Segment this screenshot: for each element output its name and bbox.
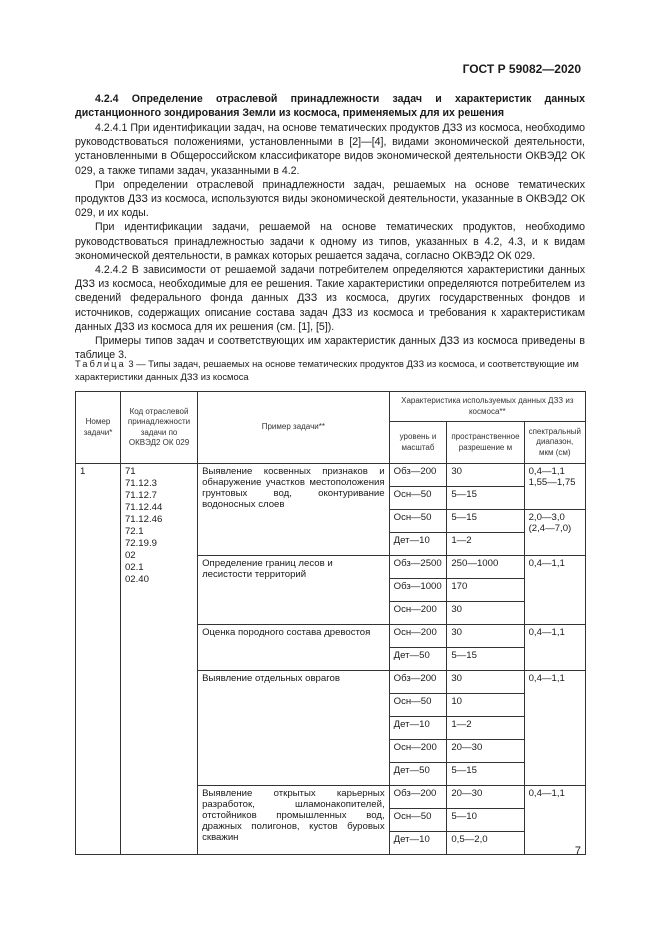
section-title: 4.2.4 Определение отраслевой принадлежности задач и характеристик данных дистанционного зондирования Земли из космоса, применяемых для их решения: [75, 93, 585, 119]
table-caption-label: Таблица: [75, 358, 126, 369]
level-cell: Дет—10: [389, 832, 447, 855]
task-example-cell: Определение границ лесов и лесистости территорий: [198, 556, 390, 625]
level-cell: Обз—200: [389, 464, 447, 487]
resolution-cell: 30: [447, 602, 524, 625]
level-cell: Осн—50: [389, 487, 447, 510]
paragraph: При идентификации задачи, решаемой на основе тематических продуктов, необходимо руководствоваться принадлежностью задачи к одному из типов, указанных в 4.2, 4.3, и к видам экономической деятельности, в рамках которых решается задача, согласно ОКВЭД2 ОК 029.: [75, 221, 585, 262]
level-cell: Осн—200: [389, 625, 447, 648]
spectral-cell: 0,4—1,1: [524, 625, 585, 671]
code-list-cell: [120, 464, 197, 855]
resolution-cell: 5—15: [447, 648, 524, 671]
spectral-cell: 0,4—1,1: [524, 671, 585, 786]
code-item: 02.1: [124, 562, 144, 573]
spectral-cell: 0,4—1,1: [524, 556, 585, 625]
header-characteristics: Характеристика используемых данных ДЗЗ из космоса**: [389, 392, 585, 422]
table-caption-text: 3 — Типы задач, решаемых на основе тематических продуктов ДЗЗ из космоса, и соответствующие им характеристики данных ДЗЗ из космоса: [75, 358, 579, 382]
section-body: [75, 121, 585, 362]
paragraph: 4.2.4.1 При идентификации задач, на основе тематических продуктов ДЗЗ из космоса, необходимо руководствоваться положениями, установленными в [2]—[4], видами экономической деятельности, установленными в Общероссийском классификаторе видов экономической деятельности ОКВЭД2 ОК 029, а также типами задач, указанными в 4.2.: [75, 122, 585, 177]
level-cell: Обз—2500: [389, 556, 447, 579]
level-cell: Дет—10: [389, 533, 447, 556]
level-cell: Дет—10: [389, 717, 447, 740]
level-cell: Осн—50: [389, 809, 447, 832]
resolution-cell: 20—30: [447, 740, 524, 763]
code-item: 71.12.44: [124, 502, 163, 513]
level-cell: Осн—200: [389, 740, 447, 763]
code-item: 71: [124, 466, 136, 477]
resolution-cell: 1—2: [447, 533, 524, 556]
row-number-cell: 1: [76, 464, 121, 855]
resolution-cell: 20—30: [447, 786, 524, 809]
paragraph: Примеры типов задач и соответствующих им характеристик данных ДЗЗ из космоса приведены в таблице 3.: [75, 335, 585, 362]
spectral-cell: 0,4—1,1 1,55—1,75: [524, 464, 585, 510]
level-cell: Дет—50: [389, 648, 447, 671]
level-cell: Осн—50: [389, 694, 447, 717]
resolution-cell: 5—15: [447, 510, 524, 533]
code-item: 72.19.9: [124, 538, 157, 549]
level-cell: Осн—50: [389, 510, 447, 533]
code-item: 71.12.7: [124, 490, 157, 501]
resolution-cell: 170: [447, 579, 524, 602]
level-cell: Обз—200: [389, 786, 447, 809]
resolution-cell: 1—2: [447, 717, 524, 740]
table-caption: [75, 357, 585, 383]
header-resolution: пространственное разрешение м: [447, 422, 524, 464]
resolution-cell: 30: [447, 671, 524, 694]
spectral-cell: 0,4—1,1: [524, 786, 585, 855]
task-example-cell: Выявление косвенных признаков и обнаружение участков местоположения грунтовых вод, оконтуривание водоносных слоев: [198, 464, 390, 556]
task-example-cell: Выявление отдельных оврагов: [198, 671, 390, 786]
code-item: 71.12.3: [124, 478, 157, 489]
resolution-cell: 0,5—2,0: [447, 832, 524, 855]
code-item: 71.12.46: [124, 514, 163, 525]
task-table: [75, 391, 586, 855]
resolution-cell: 250—1000: [447, 556, 524, 579]
level-cell: Обз—200: [389, 671, 447, 694]
header-example: Пример задачи**: [198, 392, 390, 464]
header-level: уровень и масштаб: [389, 422, 447, 464]
task-example-cell: Оценка породного состава древостоя: [198, 625, 390, 671]
header-number: Номер задачи*: [76, 392, 121, 464]
code-item: 72.1: [124, 526, 144, 537]
level-cell: Осн—200: [389, 602, 447, 625]
resolution-cell: 5—10: [447, 809, 524, 832]
header-code: Код отраслевой принадлежности задачи по ОКВЭД2 ОК 029: [120, 392, 197, 464]
level-cell: Обз—1000: [389, 579, 447, 602]
spectral-cell: 2,0—3,0 (2,4—7,0): [524, 510, 585, 556]
code-item: 02: [124, 550, 136, 561]
level-cell: Дет—50: [389, 763, 447, 786]
task-example-cell: Выявление открытых карьерных разработок, шламонакопителей, отстойников промышленных вод, дражных полигонов, кустов буровых скважин: [198, 786, 390, 855]
resolution-cell: 30: [447, 464, 524, 487]
paragraph: При определении отраслевой принадлежности задач, решаемых на основе тематических продуктов ДЗЗ из космоса, используются виды экономической деятельности, указанные в ОКВЭД2 ОК 029, и их коды.: [75, 178, 585, 220]
resolution-cell: 5—15: [447, 763, 524, 786]
paragraph: 4.2.4.2 В зависимости от решаемой задачи потребителем определяются характеристики данных ДЗЗ из космоса, необходимые для ее решения. Такие характеристики определяются потребителем из сведений федерального фонда данных ДЗЗ из космоса, других государственных фондов и источников, содержащих описание состава задач ДЗЗ из космоса и требования к характеристикам данных ДЗЗ из космоса для их решения (см. [1], [5]).: [75, 264, 585, 333]
header-spectral: спектральный диапазон, мкм (см): [524, 422, 585, 464]
resolution-cell: 30: [447, 625, 524, 648]
resolution-cell: 10: [447, 694, 524, 717]
code-item: 02.40: [124, 574, 149, 585]
resolution-cell: 5—15: [447, 487, 524, 510]
page-number: 7: [574, 845, 581, 857]
document-header: ГОСТ Р 59082—2020: [462, 62, 581, 76]
